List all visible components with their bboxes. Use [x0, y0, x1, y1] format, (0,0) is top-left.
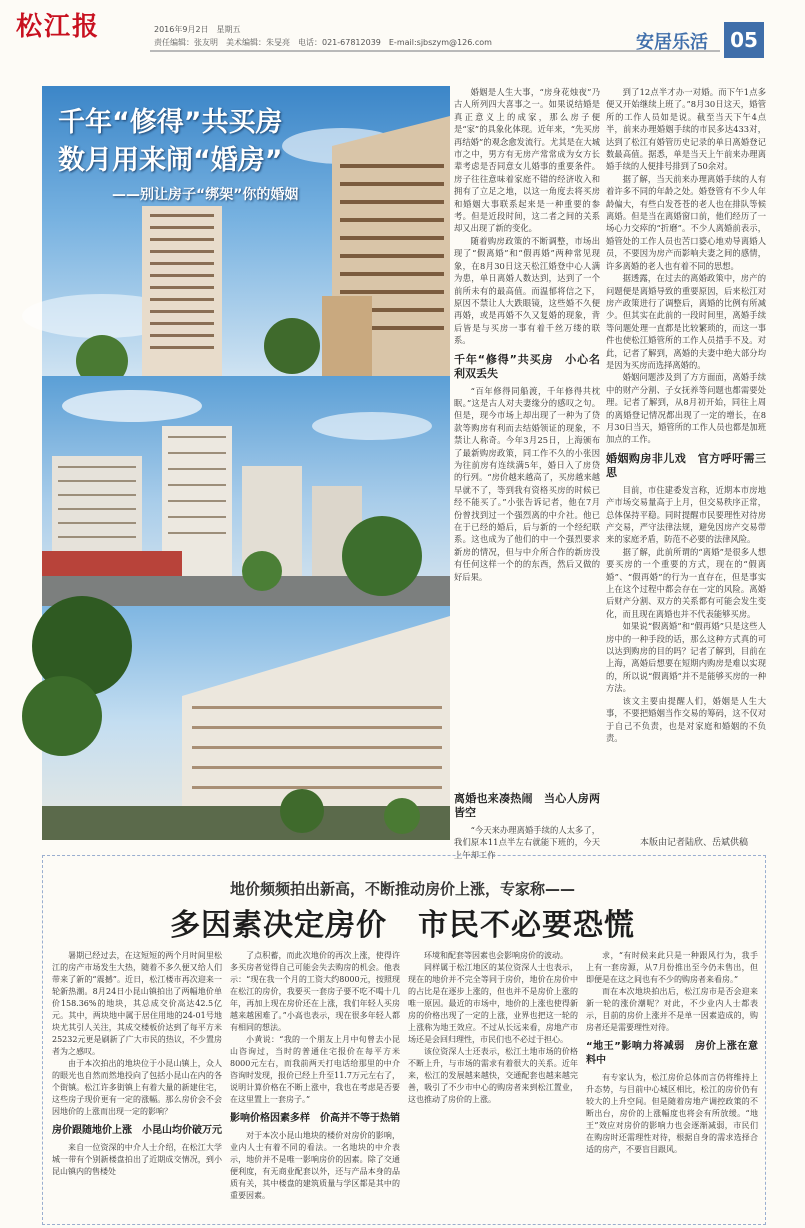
- paragraph: “今天来办理离婚手续的人太多了，我们原本11点半左右就能下班的，今天上午却工作: [454, 825, 600, 860]
- section-subtitle: “地王”影响力将减弱 房价上涨在意料中: [586, 1041, 758, 1066]
- paragraph: 对于本次小昆山地块的楼价对房价的影响，业内人士有着不同的看法。一名地块的中介表示，地价并不是唯一影响房价的因素。除了交通便利度，有无商业配套以外，还与产品本身的品质有关，其中楼盘的建筑质量与学区都是其中的重要因素。: [230, 1131, 400, 1200]
- paragraph: 了点积蓄，而此次地价的再次上涨，使得许多买房者觉得自己可能会失去购房的机会。他表示：“现在我一个月的工资大约8000元，按照现在松江的房价，我要买一套房子要不吃不喝十几年，再加上现在房价还在上涨，我们年轻人买房越来越困难了。”小高也表示，现在很多年轻人都有相同的想法。: [230, 951, 400, 1032]
- paragraph: 该文主要由提醒人们，婚姻是人生大事，不要把婚姻当作交易的筹码，这不仅对于自己不负责，也是对家庭和婚姻的不负责。: [606, 695, 766, 743]
- masthead-logo: 松江报: [16, 12, 101, 42]
- byline: 本版由记者陆欣、岳斌供稿: [640, 838, 749, 848]
- paragraph: 暑期已经过去，在这短短的两个月时间里松江的房产市场发生大热，随着不多久便又给人们带来了新的“震撼”。近日，松江楼市再次迎来一轮新热潮。8月24日小昆山镇拍出了两幅地价单价158.36%的地块，其总成交价高达42.5亿元。其中，两块地中属于居住用地的24-01号地块尤其引人关注，其成交楼板价达到了每平方米25232元更是刷新了广大市民的热议，不少置房者为之感叹。: [52, 951, 222, 1056]
- paragraph: 求，“有时候来此只是一种跟风行为，我手上有一套房源，从7月份推出至今仍未售出，但即便是在这之间也有不少的购房者来看房。”: [586, 951, 758, 984]
- paragraph: 据透露，在过去的离婚政策中，房产的问题便是离婚导致的重要原因，后来松江对房产政策进行了调整后，离婚的比例有所减少。但其实在此前的一段时间里，离婚手续等问题处理一直都是比较繁琐的，而这一事件也使松江婚管所的工作人员措手不及。对此，记者了解到，离婚的夫妻中绝大部分均是因为买房而选择离婚的。: [606, 273, 766, 370]
- section-subtitle: 婚姻购房非儿戏 官方呼吁需三思: [606, 451, 766, 479]
- lower-kicker: 地价频频拍出新高，不断推动房价上涨，专家称——: [229, 880, 575, 898]
- paragraph: 来自一位资深的中介人士介绍，在松江大学城一带有个别新楼盘拍出了近期成交情况，到小昆山镇内的售楼处: [52, 1143, 222, 1176]
- paragraph: 环境和配套等因素也会影响房价的波动。: [424, 951, 568, 960]
- main-headline-line1: 千年“修得”共买房: [58, 107, 283, 138]
- top-article-column-1-tail: [454, 786, 600, 860]
- lower-article-column-3: [408, 950, 578, 1220]
- paragraph: “百年修得同船渡，千年修得共枕眠。”这是古人对夫妻缘分的感叹之句。但是，现今市场上却出现了一种为了贷款等购房有利而去结婚领证的现象，不禁让人称奇。今年3月25日，上海颁布了最新购房政策，同工作不久的小张因为往前房有连续满5年，婚日入了房贷的行列。“房价越来越高了，买房越来越早就不了，等到我有资格买房的时候已经不能买了。”小张告诉记者，他在7月份曾找到过一个强烈离的中介社。他已在于已经的婚后，后与新的一个经纪联系。这也成为了他们的中一个强烈要求新房的情况，但与中介所合作的新房没有任何这样一个的的东西，然后又做的好后果。: [454, 385, 600, 582]
- main-headline: [58, 104, 283, 180]
- section-subtitle: 千年“修得”共买房 小心名利双丢失: [454, 352, 600, 380]
- paragraph: 同样属于松江地区的某位资深人士也表示，现在的地价并不完全等同于房价，地价在房价中的占比是在逐步上涨的，但也并不是房价上涨的唯一原因。最近的市场中，地价的上涨也使得新房的价格出现了一定的上涨，业界也把这一轮的上涨称为地王效应。不过从长远来看，房地产市场还是会回归理性，市民们也不必过于担心。: [408, 963, 578, 1044]
- paragraph: 到了12点半才办一对婚。而下午1点多便又开始继续上班了。”8月30日这天，婚管所的工作人员如是说。截至当天下午4点半，前来办理婚姻手续的市民多达433对，达到了松江有婚管历史记录的单日离婚登记数最高值。据悉，单是当天上午前来办理离婚手续的人便排号排到了50余对。: [606, 87, 766, 172]
- residential-blocks-illustration: [42, 606, 450, 840]
- section-subtitle: 离婚也来凑热闹 当心人房两皆空: [454, 792, 600, 819]
- page-number-badge: 05: [724, 22, 764, 58]
- section-title: 安居乐活: [636, 32, 708, 53]
- paragraph: 据了解，当天前来办理离婚手续的人有着许多不同的年龄之处。婚登管有不少人年龄偏大，有些白发苍苍的老人也在排队等候离婚。但是当在离婚窗口前，他们经历了一场心力交瘁的“折磨”。不少人离婚前表示，婚管处的工作人员也苦口婆心地劝导离婚人员，不要因为房产而影响夫妻之间的感情，许多离婚的老人也有着不同的思想。: [606, 173, 766, 271]
- paragraph: 由于本次拍出的地块位于小昆山镇上，众人的眼光也自然而然地投向了包括小昆山在内的各个街镇。松江许多街镇上有着大量的新建住宅，这些房子现价更有一定的涨幅。那么房价会不会因地价的上涨而出现一定的影响？: [52, 1059, 222, 1116]
- lower-headline: 多因素决定房价 市民不必要恐慌: [170, 908, 635, 943]
- paragraph: 婚姻是人生大事，“房身花烛夜”乃古人所列四大喜事之一。如果说结婚是真正意义上的成家，那么房子便是“家”的具象化体现。近年来，“先买房再结婚”的观念愈发流行。尤其是在大城市之中，男方有无房产常常成为女方长辈考虑是否同意女儿婚事的重要条件。房子往往意味着家庭不错的经济收入和拥有了立足之地，以这一角度去将买房和婚姻大事联系起来是一种重要的参考。但是近段时间，这二者之间的关系却又出现了新的变化。: [454, 87, 600, 234]
- issue-date: 2016年9月2日 星期五: [154, 25, 241, 34]
- main-headline-line2: 数月用来闹“婚房”: [58, 145, 283, 176]
- header-rule: [150, 50, 720, 52]
- lower-article-column-2: [230, 950, 400, 1220]
- apartment-illustration: [42, 376, 450, 606]
- lower-article-column-4: [586, 950, 758, 1220]
- editor-credits: 责任编辑：张友明 美术编辑：朱旻亮 电话：021-67812039 E-mail:sjbszym@126.com: [154, 38, 492, 47]
- section-subtitle: 房价跟随地价上涨 小昆山均价破万元: [52, 1125, 222, 1136]
- residential-blocks-photo: [42, 606, 450, 840]
- paragraph: 如果说“假离婚”和“假再婚”只是这些人房中的一种手段的话，那么这种方式真的可以达到购房的目的吗？记者了解到，目前在上海，离婚后想要在短期内购房是难以实现的，所以说“假离婚”并不是能够买房的一种方法。: [606, 621, 766, 694]
- section-subtitle: 影响价格因素多样 价高并不等于热销: [230, 1113, 400, 1124]
- paragraph: 该位资深人士还表示，松江土地市场的价格不断上升，与市场的需求有着很大的关系。近年来，松江的发展越来越快，交通配套也越来越完善，吸引了不少市中心的购房者来到松江置业，这也推动了房价的上涨。: [408, 1047, 578, 1104]
- lower-article-column-1: [52, 950, 222, 1220]
- top-article-column-1: [454, 86, 600, 846]
- paragraph: 目前，市住建委发言称，近期本市房地产市场交易量高于上月，但交易秩序正常，总体保持平稳。同时提醒市民要理性对待房产交易，严守法律法规，避免因房产交易带来的家庭矛盾，防范不必要的法律风险。: [606, 484, 766, 545]
- paragraph: 小黄说：“我的一个朋友上月中旬曾去小昆山咨询过，当时的普通住宅报价在每平方米8000元左右，而我前两天打电话给那里的中介咨询时发现，报价已经上升至11.7万元左右了，说明计算价格在不断上涨中，我也在考虑是否要在这里置上一套房子。”: [230, 1035, 400, 1104]
- paragraph: 婚姻问题涉及到了方方面面，离婚手续中的财产分割、子女抚养等问题也都需要处理。记者了解到，从8月初开始，同往上周的离婚登记情况都出现了一定的增长，在8月30日当天，婚管所的工作人员也都是加班加点的工作。: [606, 372, 766, 445]
- top-article-column-2: [606, 86, 766, 826]
- main-subheadline: ——别让房子“绑架”你的婚姻: [112, 187, 299, 203]
- paragraph: 有专家认为，松江房价总体而言仍将维持上升态势，与目前中心城区相比，松江的房价仍有较大的上升空间。但是随着房地产调控政策的不断出台，房价的上涨幅度也将会有所放缓。“地王”效应对房价的影响力也会逐渐减弱，市民们在购房时还需理性对待，根据自身的需求选择合适的房产，不要盲目跟风。: [586, 1073, 758, 1154]
- paragraph: 而在本次地块拍出后，松江房市是否会迎来新一轮的涨价潮呢？对此，不少业内人士都表示，目前的房价上涨并不是单一因素造成的，购房者还是需要理性对待。: [586, 987, 758, 1032]
- apartment-complex-photo: [42, 376, 450, 606]
- paragraph: 据了解，此前所谓的“离婚”是很多人想要买房的一个重要的方式，现在的“假离婚”、“假再婚”的行为一直存在，但是事实上在这个过程中都会存在一定的风险。离婚后财产分割、双方的关系都有可能会发生变化，而且现在离婚也并不代表能够买房。: [606, 546, 766, 619]
- paragraph: 随着购房政策的不断调整，市场出现了“假离婚”和“假再婚”两种常见现象，在8月30日这天松江婚登中心人满为患，单日离婚人数达到，达到了一个前所未有的最高值。而温郁将信之下，原因不禁让人大跌眼镜，这些婚不久便再婚，或是再婚不久又复婚的现象，背后皆是与买房一事有着千丝万缕的联系。: [454, 235, 600, 346]
